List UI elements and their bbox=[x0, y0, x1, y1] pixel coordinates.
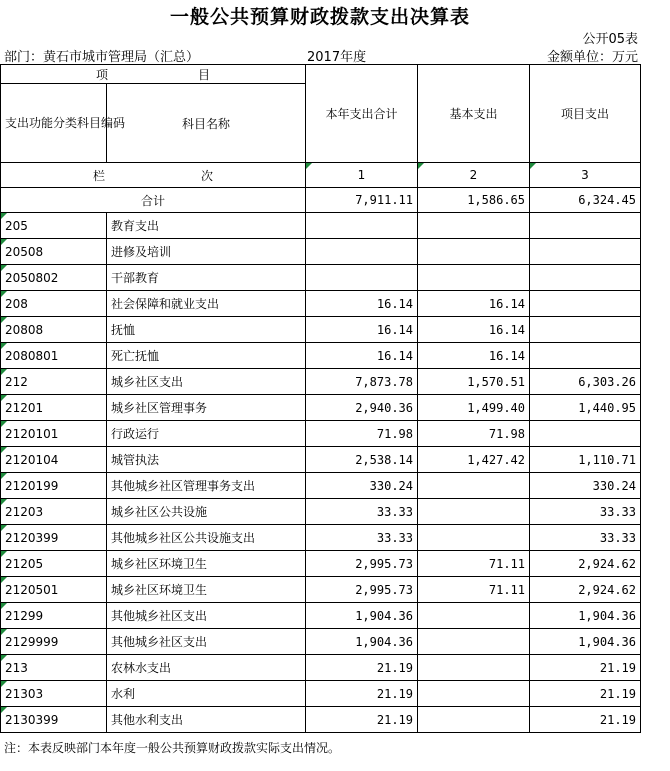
row-code bbox=[1, 291, 107, 317]
row-project-text: 330.24 bbox=[592, 478, 636, 493]
row-name-text: 教育支出 bbox=[111, 219, 160, 233]
row-total bbox=[306, 551, 418, 577]
row-project bbox=[530, 265, 641, 291]
cell-marker-icon bbox=[1, 603, 7, 609]
cell-marker-icon bbox=[1, 525, 7, 531]
row-code-text: 20508 bbox=[5, 244, 44, 259]
index-1-label: 1 bbox=[357, 168, 366, 182]
row-project bbox=[530, 525, 641, 551]
row-project-text: 1,904.36 bbox=[578, 634, 636, 649]
header-code: 支出功能分类科目编码 bbox=[1, 84, 107, 163]
row-code bbox=[1, 577, 107, 603]
row-name bbox=[107, 447, 306, 473]
header-name: 科目名称 bbox=[107, 84, 306, 163]
row-code-text: 213 bbox=[5, 660, 28, 675]
summary-row bbox=[1, 188, 641, 213]
cell-marker-icon bbox=[1, 655, 7, 661]
index-3-label: 3 bbox=[581, 168, 589, 182]
row-basic bbox=[418, 499, 530, 525]
row-basic bbox=[418, 265, 530, 291]
row-basic-text: 71.11 bbox=[488, 582, 525, 597]
header-total: 本年支出合计 bbox=[306, 65, 418, 163]
row-name bbox=[107, 707, 306, 733]
cell-marker-icon bbox=[1, 551, 7, 557]
row-basic-text: 1,427.42 bbox=[467, 452, 525, 467]
table-row bbox=[1, 577, 641, 603]
row-code-text: 2120104 bbox=[5, 452, 59, 467]
header-basic: 基本支出 bbox=[418, 65, 530, 163]
table-row bbox=[1, 707, 641, 733]
row-code-text: 208 bbox=[5, 296, 28, 311]
row-basic-text: 16.14 bbox=[488, 296, 525, 311]
row-project bbox=[530, 343, 641, 369]
row-code-text: 21201 bbox=[5, 400, 44, 415]
row-code bbox=[1, 629, 107, 655]
table-row bbox=[1, 239, 641, 265]
row-project-text: 21.19 bbox=[599, 686, 636, 701]
table-row bbox=[1, 473, 641, 499]
row-basic-text: 71.98 bbox=[488, 426, 525, 441]
row-project bbox=[530, 681, 641, 707]
row-project-text: 21.19 bbox=[599, 712, 636, 727]
row-code bbox=[1, 681, 107, 707]
row-name bbox=[107, 473, 306, 499]
row-name bbox=[107, 681, 306, 707]
row-name-text: 城乡社区管理事务 bbox=[111, 401, 208, 415]
row-total bbox=[306, 681, 418, 707]
row-total-text: 16.14 bbox=[376, 322, 413, 337]
row-total-text: 16.14 bbox=[376, 296, 413, 311]
row-code bbox=[1, 707, 107, 733]
row-total bbox=[306, 317, 418, 343]
table-row bbox=[1, 343, 641, 369]
row-code-text: 2129999 bbox=[5, 634, 59, 649]
row-name bbox=[107, 629, 306, 655]
table-row bbox=[1, 447, 641, 473]
row-name-text: 其他城乡社区管理事务支出 bbox=[111, 479, 256, 493]
header-row-index bbox=[1, 163, 641, 188]
row-name-text: 抚恤 bbox=[111, 323, 136, 337]
row-name-text: 社会保障和就业支出 bbox=[111, 297, 220, 311]
row-project bbox=[530, 577, 641, 603]
row-basic bbox=[418, 343, 530, 369]
row-project-text: 33.33 bbox=[599, 530, 636, 545]
row-code bbox=[1, 395, 107, 421]
header-item-label-2: 目 bbox=[198, 67, 211, 82]
row-project-text: 6,303.26 bbox=[578, 374, 636, 389]
row-basic-text: 16.14 bbox=[488, 348, 525, 363]
row-name bbox=[107, 239, 306, 265]
row-total bbox=[306, 707, 418, 733]
row-total-text: 330.24 bbox=[369, 478, 413, 493]
row-total-text: 2,940.36 bbox=[355, 400, 413, 415]
header-index-2 bbox=[418, 163, 530, 188]
row-total bbox=[306, 577, 418, 603]
row-code bbox=[1, 655, 107, 681]
row-name-text: 水利 bbox=[111, 687, 136, 701]
row-code bbox=[1, 317, 107, 343]
row-name bbox=[107, 317, 306, 343]
header-item-label: 项 bbox=[95, 67, 108, 82]
cell-marker-icon bbox=[530, 163, 536, 169]
row-total bbox=[306, 603, 418, 629]
row-total-text: 2,538.14 bbox=[355, 452, 413, 467]
row-total-text: 2,995.73 bbox=[355, 582, 413, 597]
cell-marker-icon bbox=[1, 239, 7, 245]
index-2-label: 2 bbox=[469, 168, 478, 182]
row-project bbox=[530, 655, 641, 681]
row-name bbox=[107, 551, 306, 577]
row-code-text: 2120501 bbox=[5, 582, 59, 597]
row-project-text: 1,440.95 bbox=[578, 400, 636, 415]
header-index-3 bbox=[530, 163, 641, 188]
row-total bbox=[306, 525, 418, 551]
row-code-text: 2130399 bbox=[5, 712, 59, 727]
row-name bbox=[107, 265, 306, 291]
row-total-text: 21.19 bbox=[376, 686, 413, 701]
row-total-text: 33.33 bbox=[376, 530, 413, 545]
row-name-text: 其他城乡社区支出 bbox=[111, 635, 208, 649]
row-basic bbox=[418, 291, 530, 317]
table-row bbox=[1, 317, 641, 343]
table-row bbox=[1, 629, 641, 655]
row-code-text: 21205 bbox=[5, 556, 44, 571]
table-row bbox=[1, 395, 641, 421]
row-name-text: 城乡社区环境卫生 bbox=[111, 557, 208, 571]
row-name-text: 干部教育 bbox=[111, 271, 160, 285]
row-project-text: 1,110.71 bbox=[578, 452, 636, 467]
row-total bbox=[306, 291, 418, 317]
row-total-text: 7,873.78 bbox=[355, 374, 413, 389]
row-project bbox=[530, 213, 641, 239]
row-project bbox=[530, 603, 641, 629]
row-code-text: 21303 bbox=[5, 686, 44, 701]
row-basic bbox=[418, 707, 530, 733]
row-code-text: 2080801 bbox=[5, 348, 59, 363]
cell-marker-icon bbox=[1, 395, 7, 401]
row-total bbox=[306, 655, 418, 681]
row-code bbox=[1, 239, 107, 265]
table-row bbox=[1, 499, 641, 525]
row-code bbox=[1, 473, 107, 499]
header-project: 项目支出 bbox=[530, 65, 641, 163]
row-code-text: 21203 bbox=[5, 504, 44, 519]
row-basic bbox=[418, 421, 530, 447]
table-row bbox=[1, 265, 641, 291]
row-code bbox=[1, 551, 107, 577]
row-project bbox=[530, 551, 641, 577]
expenditure-table bbox=[0, 64, 641, 733]
row-basic bbox=[418, 681, 530, 707]
row-code-text: 2120101 bbox=[5, 426, 59, 441]
row-name-text: 农林水支出 bbox=[111, 661, 172, 675]
row-project bbox=[530, 499, 641, 525]
row-name-text: 城乡社区支出 bbox=[111, 375, 184, 389]
row-total-text: 21.19 bbox=[376, 712, 413, 727]
table-row bbox=[1, 213, 641, 239]
row-project bbox=[530, 629, 641, 655]
row-name-text: 城乡社区环境卫生 bbox=[111, 583, 208, 597]
table-row bbox=[1, 655, 641, 681]
cell-marker-icon bbox=[1, 629, 7, 635]
row-basic bbox=[418, 473, 530, 499]
cell-marker-icon bbox=[1, 499, 7, 505]
report-title: 一般公共预算财政拨款支出决算表 bbox=[169, 6, 470, 28]
row-total-text: 1,904.36 bbox=[355, 608, 413, 623]
row-basic-text: 1,570.51 bbox=[467, 374, 525, 389]
header-row-item bbox=[1, 65, 641, 84]
row-name bbox=[107, 421, 306, 447]
row-name bbox=[107, 499, 306, 525]
cell-marker-icon bbox=[1, 265, 7, 271]
row-name-text: 其他城乡社区公共设施支出 bbox=[111, 531, 256, 545]
row-project bbox=[530, 473, 641, 499]
amount-unit: 金额单位：万元 bbox=[546, 50, 638, 65]
row-basic-text: 1,499.40 bbox=[467, 400, 525, 415]
cell-marker-icon bbox=[1, 369, 7, 375]
summary-label: 合计 bbox=[1, 188, 306, 213]
row-basic bbox=[418, 447, 530, 473]
row-code bbox=[1, 265, 107, 291]
row-total bbox=[306, 369, 418, 395]
row-code-text: 20808 bbox=[5, 322, 44, 337]
cell-marker-icon bbox=[1, 343, 7, 349]
row-total bbox=[306, 343, 418, 369]
fiscal-year: 2017年度 bbox=[307, 50, 367, 65]
row-project-text: 2,924.62 bbox=[578, 556, 636, 571]
row-name-text: 其他水利支出 bbox=[111, 713, 184, 727]
table-row bbox=[1, 421, 641, 447]
row-total-text: 21.19 bbox=[376, 660, 413, 675]
row-code bbox=[1, 369, 107, 395]
row-project bbox=[530, 291, 641, 317]
row-basic-text: 16.14 bbox=[488, 322, 525, 337]
row-project bbox=[530, 369, 641, 395]
row-total bbox=[306, 265, 418, 291]
row-total bbox=[306, 395, 418, 421]
row-project bbox=[530, 421, 641, 447]
row-basic bbox=[418, 551, 530, 577]
row-basic bbox=[418, 603, 530, 629]
cell-marker-icon bbox=[1, 577, 7, 583]
row-code-text: 21299 bbox=[5, 608, 44, 623]
row-project-text: 33.33 bbox=[599, 504, 636, 519]
row-name bbox=[107, 577, 306, 603]
row-name bbox=[107, 525, 306, 551]
row-basic bbox=[418, 577, 530, 603]
row-basic bbox=[418, 655, 530, 681]
department-label: 部门：黄石市城市管理局（汇总） bbox=[4, 50, 200, 65]
row-code bbox=[1, 603, 107, 629]
row-project bbox=[530, 239, 641, 265]
row-basic bbox=[418, 239, 530, 265]
cell-marker-icon bbox=[1, 291, 7, 297]
row-total bbox=[306, 499, 418, 525]
footnote: 注：本表反映部门本年度一般公共预算财政拨款实际支出情况。 bbox=[4, 741, 341, 755]
cell-marker-icon bbox=[1, 213, 7, 219]
cell-marker-icon bbox=[418, 163, 424, 169]
row-total bbox=[306, 629, 418, 655]
row-code-text: 2050802 bbox=[5, 270, 59, 285]
row-name-text: 行政运行 bbox=[111, 427, 160, 441]
row-name bbox=[107, 369, 306, 395]
row-project-text: 1,904.36 bbox=[578, 608, 636, 623]
cell-marker-icon bbox=[1, 317, 7, 323]
row-total-text: 33.33 bbox=[376, 504, 413, 519]
row-total bbox=[306, 239, 418, 265]
row-code bbox=[1, 447, 107, 473]
summary-basic: 1,586.65 bbox=[418, 188, 530, 213]
row-total bbox=[306, 473, 418, 499]
row-name-text: 城管执法 bbox=[111, 453, 160, 467]
row-basic bbox=[418, 317, 530, 343]
row-basic bbox=[418, 525, 530, 551]
summary-total: 7,911.11 bbox=[306, 188, 418, 213]
row-total-text: 71.98 bbox=[376, 426, 413, 441]
row-project-text: 21.19 bbox=[599, 660, 636, 675]
row-project bbox=[530, 707, 641, 733]
summary-project: 6,324.45 bbox=[530, 188, 641, 213]
row-code bbox=[1, 343, 107, 369]
row-name-text: 进修及培训 bbox=[111, 245, 172, 259]
row-project bbox=[530, 395, 641, 421]
row-code-text: 2120199 bbox=[5, 478, 59, 493]
row-code-text: 2120399 bbox=[5, 530, 59, 545]
row-name bbox=[107, 395, 306, 421]
row-project-text: 2,924.62 bbox=[578, 582, 636, 597]
cell-marker-icon bbox=[1, 447, 7, 453]
row-basic bbox=[418, 213, 530, 239]
cell-marker-icon bbox=[1, 707, 7, 713]
row-project bbox=[530, 317, 641, 343]
row-code bbox=[1, 499, 107, 525]
row-name-text: 死亡抚恤 bbox=[111, 349, 160, 363]
table-row bbox=[1, 525, 641, 551]
table-row bbox=[1, 681, 641, 707]
cell-marker-icon bbox=[1, 681, 7, 687]
cell-marker-icon bbox=[1, 473, 7, 479]
row-total bbox=[306, 421, 418, 447]
header-item-cell bbox=[1, 65, 306, 84]
row-name bbox=[107, 655, 306, 681]
row-basic bbox=[418, 629, 530, 655]
table-row bbox=[1, 291, 641, 317]
row-code-text: 212 bbox=[5, 374, 28, 389]
row-name bbox=[107, 603, 306, 629]
row-code bbox=[1, 525, 107, 551]
header-ci: 次 bbox=[201, 168, 214, 183]
row-total-text: 16.14 bbox=[376, 348, 413, 363]
cell-marker-icon bbox=[1, 421, 7, 427]
row-total-text: 2,995.73 bbox=[355, 556, 413, 571]
row-code-text: 205 bbox=[5, 218, 28, 233]
row-project bbox=[530, 447, 641, 473]
table-row bbox=[1, 551, 641, 577]
row-basic bbox=[418, 395, 530, 421]
row-total bbox=[306, 213, 418, 239]
row-name-text: 其他城乡社区支出 bbox=[111, 609, 208, 623]
row-basic-text: 71.11 bbox=[488, 556, 525, 571]
cell-marker-icon bbox=[306, 163, 312, 169]
table-row bbox=[1, 369, 641, 395]
row-code bbox=[1, 213, 107, 239]
header-index-1 bbox=[306, 163, 418, 188]
table-row bbox=[1, 603, 641, 629]
row-total bbox=[306, 447, 418, 473]
row-basic bbox=[418, 369, 530, 395]
row-name bbox=[107, 343, 306, 369]
row-code bbox=[1, 421, 107, 447]
row-name bbox=[107, 213, 306, 239]
row-total-text: 1,904.36 bbox=[355, 634, 413, 649]
header-lanci-cell bbox=[1, 163, 306, 188]
header-lan: 栏 bbox=[92, 168, 105, 183]
row-name-text: 城乡社区公共设施 bbox=[111, 505, 208, 519]
form-number: 公开05表 bbox=[582, 32, 638, 47]
row-name bbox=[107, 291, 306, 317]
